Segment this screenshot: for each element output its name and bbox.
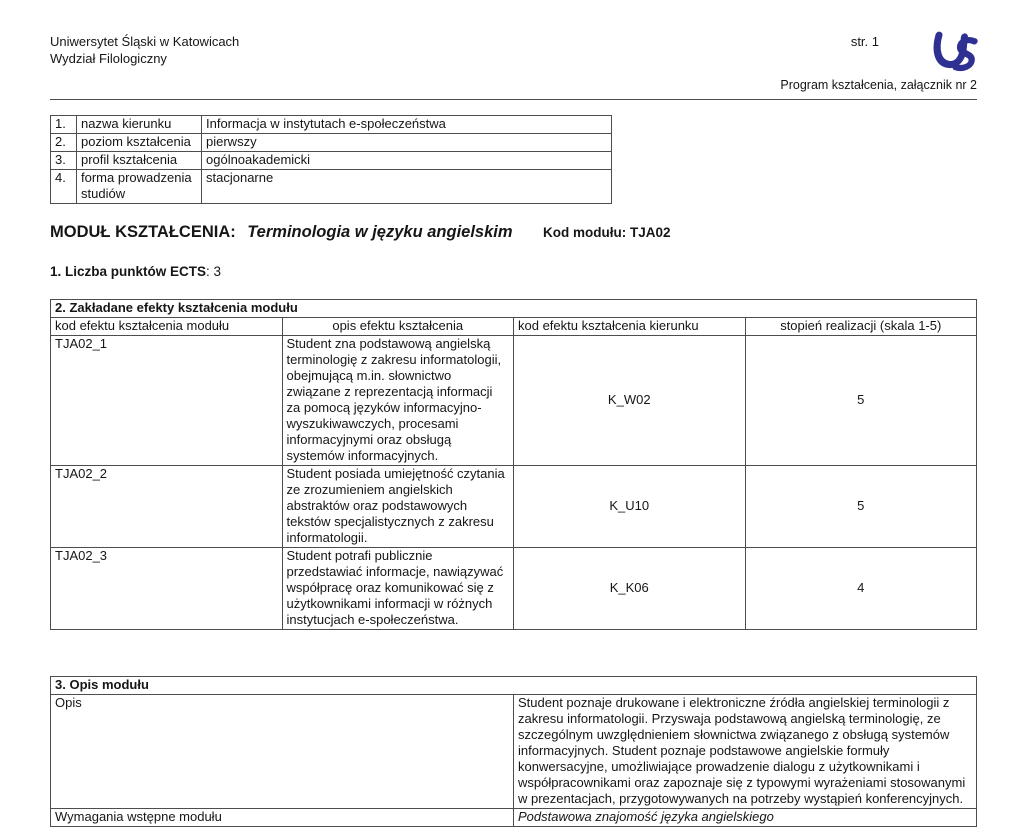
effect-description-cell: Student zna podstawową angielską terminologię z zakresu informatologii, obejmującą m.in. słownictwo związane z reprezentacją informacji za pomocą języków informacyjno-wyszukiwawczych, procesami informacyjnymi oraz obsługą systemów informacyjnych.	[282, 336, 514, 466]
requirements-label: Wymagania wstępne modułu	[51, 809, 514, 827]
header-left	[50, 33, 239, 67]
table-row	[51, 809, 977, 827]
description-text: Student poznaje drukowane i elektroniczne źródła angielskiej terminologii z zakresu informatologii. Przyswaja podstawową angielską terminologię, ze szczególnym uwzględnieniem słownictwa związanego z obsługą systemów informacyjnych. Student poznaje podstawowe angielskie formuły konwersacyjne, umożliwiające prowadzenie dialogu z użytkownikami i współpracownikami oraz zapoznaje się z typowymi wyrażeniami stosowanymi w prezentacjach, przygotowywanych na potrzeby wystąpień konferencyjnych.	[514, 695, 977, 809]
university-logo-icon	[929, 29, 980, 75]
row-label: nazwa kierunku	[77, 116, 202, 134]
table-row	[51, 336, 977, 466]
row-label: poziom kształcenia	[77, 134, 202, 152]
row-number: 4.	[51, 170, 77, 204]
page-header	[50, 33, 977, 92]
program-note: Program kształcenia, załącznik nr 2	[780, 78, 977, 92]
table-row	[51, 695, 977, 809]
description-table-title: 3. Opis modułu	[51, 677, 977, 695]
module-heading-label: MODUŁ KSZTAŁCENIA:	[50, 223, 236, 241]
table-header-row	[51, 318, 977, 336]
row-label: forma prowadzenia studiów	[77, 170, 202, 204]
row-value: stacjonarne	[202, 170, 612, 204]
table-row	[51, 134, 612, 152]
column-header-effect-code: kod efektu kształcenia modułu	[51, 318, 283, 336]
direction-code-cell: K_U10	[514, 466, 746, 548]
level-cell: 5	[745, 466, 977, 548]
ects-label: 1. Liczba punktów ECTS	[50, 264, 207, 279]
description-label: Opis	[51, 695, 514, 809]
table-title-row	[51, 677, 977, 695]
row-value: Informacja w instytutach e-społeczeństwa	[202, 116, 612, 134]
direction-code-cell: K_W02	[514, 336, 746, 466]
module-code: Kod modułu: TJA02	[542, 225, 671, 240]
module-title: Terminologia w języku angielskim	[247, 223, 513, 241]
header-right	[780, 33, 977, 92]
requirements-text: Podstawowa znajomość języka angielskiego	[514, 809, 977, 827]
ects-line	[50, 264, 977, 279]
table-title-row	[51, 300, 977, 318]
table-row	[51, 466, 977, 548]
row-number: 1.	[51, 116, 77, 134]
module-description-table	[50, 676, 977, 827]
column-header-direction-code: kod efektu kształcenia kierunku	[514, 318, 746, 336]
level-cell: 5	[745, 336, 977, 466]
course-info-table	[50, 115, 612, 204]
effect-description-cell: Student potrafi publicznie przedstawiać informacje, nawiązywać współpracę oraz komunikować się z użytkownikami informacji w różnych instytucjach e-społeczeństwa.	[282, 548, 514, 630]
header-right-top	[851, 33, 977, 75]
column-header-effect-description: opis efektu kształcenia	[282, 318, 514, 336]
level-cell: 4	[745, 548, 977, 630]
row-label: profil kształcenia	[77, 152, 202, 170]
table-row	[51, 548, 977, 630]
row-number: 3.	[51, 152, 77, 170]
effect-code-cell: TJA02_3	[51, 548, 283, 630]
row-value: ogólnoakademicki	[202, 152, 612, 170]
row-value: pierwszy	[202, 134, 612, 152]
page-number: str. 1	[850, 34, 879, 49]
effect-description-cell: Student posiada umiejętność czytania ze zrozumieniem angielskich abstraktów oraz podstawowych tekstów specjalistycznych z zakresu informatologii.	[282, 466, 514, 548]
institution-name: Uniwersytet Śląski w Katowicach	[50, 34, 240, 49]
effect-code-cell: TJA02_1	[51, 336, 283, 466]
module-heading	[50, 223, 977, 242]
column-header-level: stopień realizacji (skala 1-5)	[745, 318, 977, 336]
effects-table-title: 2. Zakładane efekty kształcenia modułu	[51, 300, 977, 318]
effect-code-cell: TJA02_2	[51, 466, 283, 548]
table-row	[51, 152, 612, 170]
header-divider	[50, 99, 977, 100]
faculty-name: Wydział Filologiczny	[50, 51, 167, 66]
row-number: 2.	[51, 134, 77, 152]
table-row	[51, 116, 612, 134]
ects-value: : 3	[206, 264, 222, 279]
table-row	[51, 170, 612, 204]
direction-code-cell: K_K06	[514, 548, 746, 630]
effects-table	[50, 299, 977, 630]
